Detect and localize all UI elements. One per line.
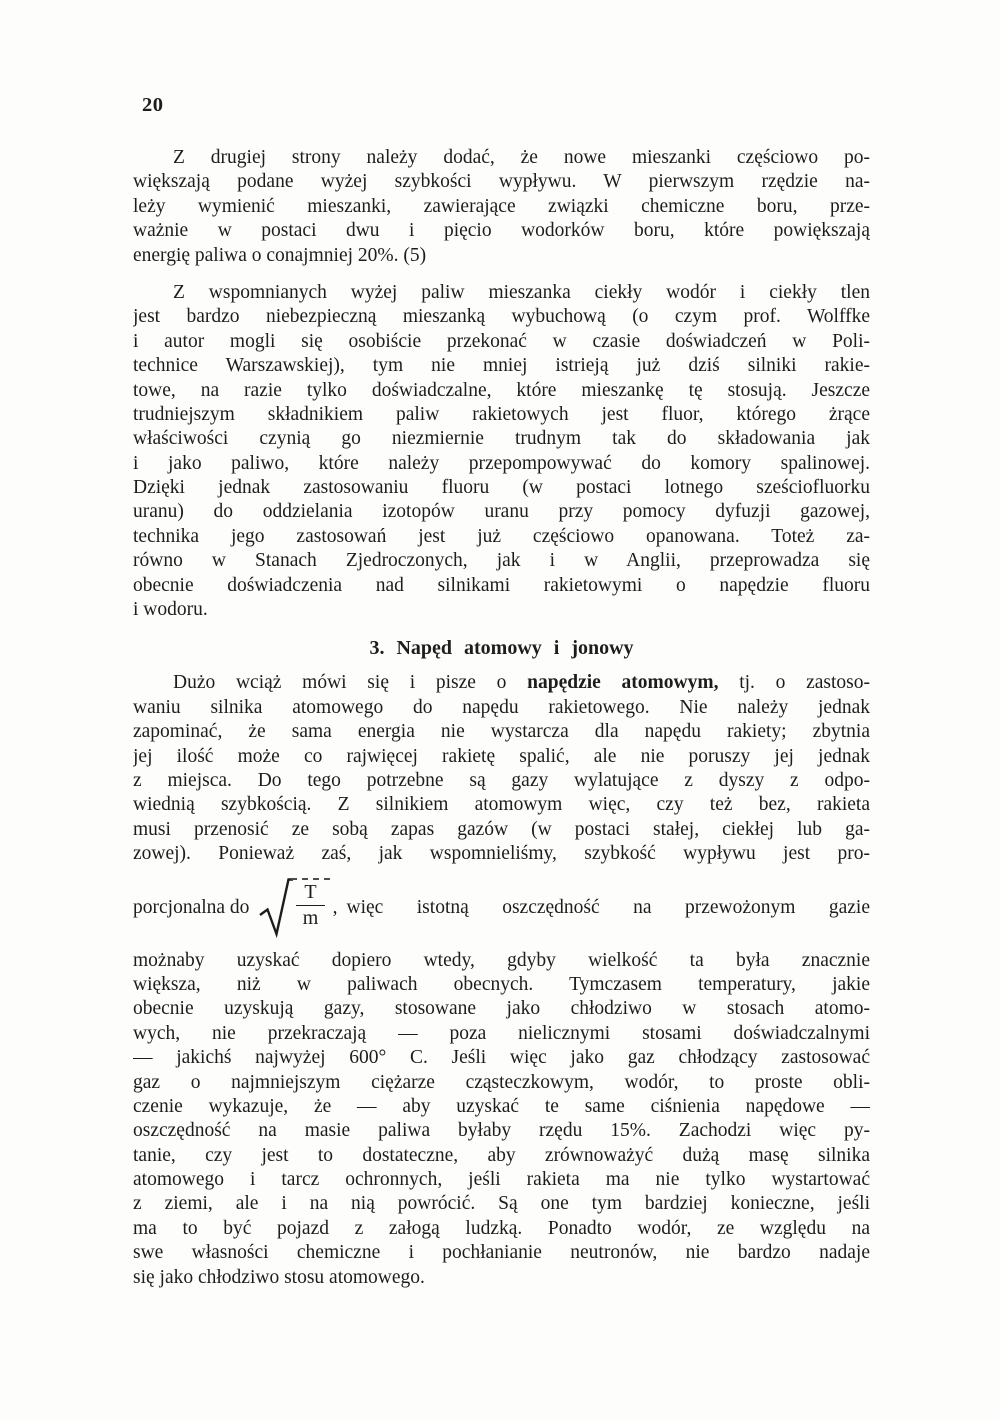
text-line: obecnie doświadczenia nad silnikami rakietowymi o napędzie fluoru: [133, 574, 870, 596]
fraction-denominator: m: [302, 906, 319, 929]
page-number: 20: [142, 94, 164, 116]
text-line: z ziemi, ale i na nią powrócić. Są one tym bardziej konieczne, jeśli: [133, 1193, 870, 1215]
text-line: i wodoru.: [133, 599, 208, 621]
text-line: waniu silnika atomowego do napędu rakietowego. Nie należy jednak: [133, 696, 870, 718]
text-line: towe, na razie tylko doświadczalne, które mieszankę tę stosują. Jeszcze: [133, 379, 870, 401]
text-line: jej ilość może co rajwięcej rakietę spalić, ale nie poruszy jej jednak: [133, 745, 870, 767]
text-line: zapominać, że sama energia nie wystarcza dla napędu rakiety; zbytnia: [133, 721, 870, 743]
text-line: gaz o najmniejszym ciężarze cząsteczkowym, wodór, to proste obli-: [133, 1071, 870, 1093]
paragraph-fuel-mixtures: [133, 146, 870, 268]
section-heading: 3. Napęd atomowy i jonowy: [369, 637, 634, 660]
text-line: Dzięki jednak zastosowaniu fluoru (w postaci lotnego sześciofluorku: [133, 477, 870, 499]
paragraph-atomic-drive-intro: [133, 671, 870, 866]
text-line: oszczędność na masie paliwa byłaby rzędu 15%. Zachodzi więc py-: [133, 1120, 870, 1142]
text-line: jest bardzo niebezpieczną mieszanką wybuchową (o czym prof. Wolffke: [133, 306, 870, 328]
text-line: równo w Stanach Zjedroczonych, jak i w Anglii, przeprowadza się: [133, 550, 870, 572]
text-line: tanie, czy jest to dostateczne, aby zrównoważyć dużą masę silnika: [133, 1144, 870, 1166]
text-line: właściwości czynią go niezmiernie trudnym tak do składowania jak: [133, 428, 870, 450]
text-line: i autor mogli się osobiście przekonać w czasie doświadczeń w Poli-: [133, 330, 870, 352]
radical-sign-icon: [259, 876, 293, 940]
text-line: — jakichś najwyżej 600° C. Jeśli więc jako gaz chłodzący zastosować: [133, 1047, 870, 1069]
text-line: wiednią szybkością. Z silnikiem atomowym więc, czy też bez, rakieta: [133, 794, 870, 816]
formula-comma: ,: [332, 896, 338, 918]
text-line: czenie wykazuje, że — aby uzyskać te same ciśnienia napędowe —: [133, 1095, 870, 1117]
sqrt-T-over-m-formula: [259, 876, 329, 940]
text-line: trudniejszym składnikiem paliw rakietowych jest fluor, którego żrące: [133, 403, 870, 425]
text-line: energię paliwa o conajmniej 20%. (5): [133, 244, 427, 266]
text-line: musi przenosić ze sobą zapas gazów (w postaci stałej, ciekłej lub ga-: [133, 818, 870, 840]
formula-line: [133, 867, 870, 949]
text-line: technika jego zastosowań jest już częściowo opanowana. Toteż za-: [133, 525, 870, 547]
text-line: większa, niż w paliwach obecnych. Tymczasem temperatury, jakie: [133, 973, 870, 995]
text-line: Z wspomnianych wyżej paliw mieszanka ciekły wodór i ciekły tlen: [173, 281, 870, 303]
formula-suffix-text: więc istotną oszczędność na przewożonym gazie: [346, 896, 870, 918]
fraction-T-over-m: [291, 878, 329, 931]
text-block: [133, 146, 870, 1290]
text-line: atomowego i tarcz ochronnych, jeśli rakieta ma nie tylko wystartować: [133, 1169, 870, 1191]
text-line: uranu) do oddzielania izotopów uranu przy pomocy dyfuzji gazowej,: [133, 501, 870, 523]
paragraph-hydrogen-oxygen-fluorine: [133, 281, 870, 622]
text-line: ma to być pojazd z załogą ludzką. Ponadto wodór, ze względu na: [133, 1217, 870, 1239]
text-line: większają podane wyżej szybkości wypływu. W pierwszym rzędzie na-: [133, 171, 870, 193]
text-line: z miejsca. Do tego potrzebne są gazy wylatujące z dyszy z odpo-: [133, 769, 870, 791]
text-line: Z drugiej strony należy dodać, że nowe mieszanki częściowo po-: [173, 147, 870, 168]
text-line: ważnie w postaci dwu i pięcio wodorków boru, które powiększają: [133, 220, 870, 242]
fraction-numerator: T: [296, 881, 324, 906]
text-line: zowej). Ponieważ zaś, jak wspomnieliśmy, szybkość wypływu jest pro-: [133, 843, 870, 865]
text-line: leży wymienić mieszanki, zawierające związki chemiczne boru, prze-: [133, 195, 870, 217]
text-line: możnaby uzyskać dopiero wtedy, gdyby wielkość ta była znacznie: [133, 949, 870, 971]
text-line: się jako chłodziwo stosu atomowego.: [133, 1266, 425, 1288]
text-line: Dużo wciąż mówi się i pisze o napędzie atomowym, tj. o zastoso-: [173, 672, 870, 694]
formula-prefix-text: porcjonalna do: [133, 896, 250, 918]
text-line: technice Warszawskiej), tym nie mniej istrieją już dziś silniki rakie-: [133, 355, 870, 377]
text-line: swe własności chemiczne i pochłanianie neutronów, nie bardzo nadaje: [133, 1242, 870, 1264]
text-line: obecnie uzyskują gazy, stosowane jako chłodziwo w stosach atomo-: [133, 998, 870, 1020]
text-line: i jako paliwo, które należy przepompowywać do komory spalinowej.: [133, 452, 870, 474]
text-line: wych, nie przekraczają — poza nielicznymi stosami doświadczalnymi: [133, 1022, 870, 1044]
paragraph-atomic-drive-continued: [133, 949, 870, 1290]
